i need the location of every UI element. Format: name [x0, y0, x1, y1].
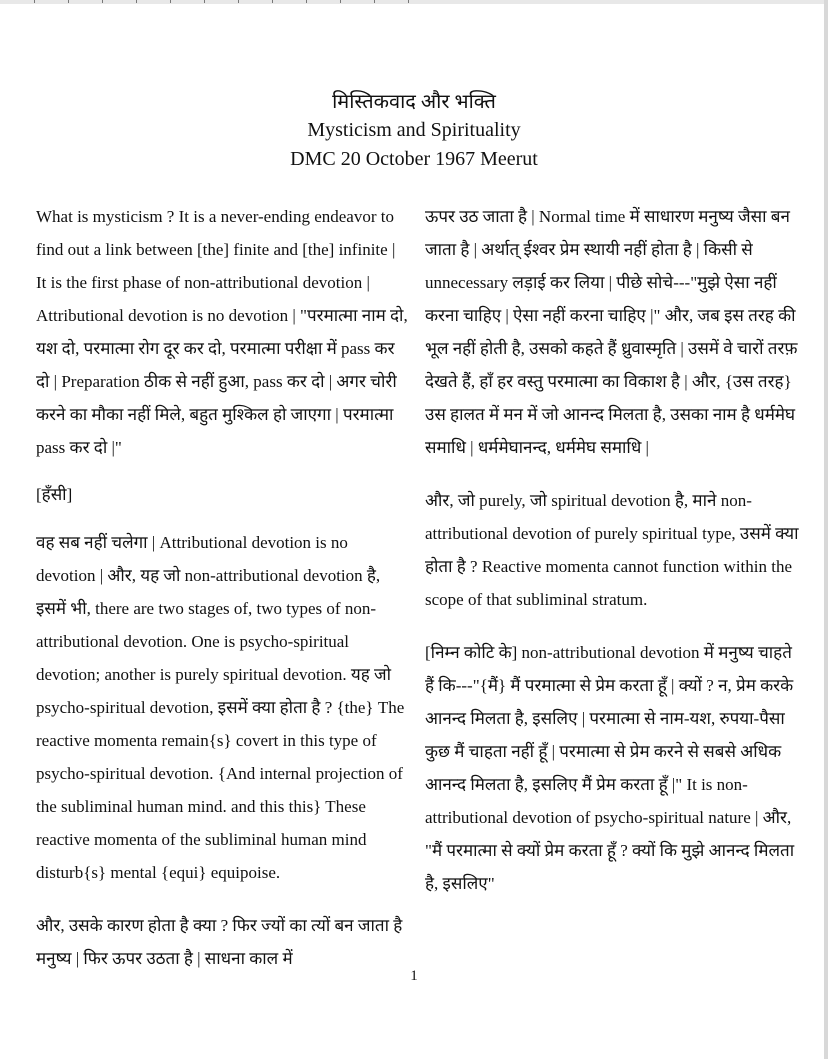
- paragraph: ऊपर उठ जाता है | Normal time में साधारण मनुष्य जैसा बन जाता है | अर्थात् ईश्वर प्रेम स्थायी नहीं होता है | किसी से unnecessary लड़ाई कर लिया | पीछे सोचे---"मुझे ऐसा नहीं करना चाहिए | ऐसा नहीं करना चाहिए |" और, जब इस तरह की भूल नहीं होती है, उसको कहते हैं ध्रुवास्मृति | उसमें वे चारों तरफ़ देखते हैं, हाँ हर वस्तु परमात्मा का विकाश है | और, {उस तरह} उस हालत में मन में जो आनन्द मिलता है, उसका नाम है धर्ममेघ समाधि | धर्ममेघानन्द, धर्ममेघ समाधि |: [425, 207, 798, 457]
- page-number: 1: [410, 968, 418, 984]
- ruler-tick: [34, 0, 35, 3]
- document-subtitle: DMC 20 October 1967 Meerut: [290, 148, 538, 170]
- paragraph: What is mysticism ? It is a never-ending endeavor to find out a link between [the] finite and [the] infinite | It is the first phase of non-attributional devotion | Attributional devotion is no devotion | "परमात्मा नाम दो, यश दो, परमात्मा रोग दूर कर दो, परमात्मा परीक्षा में pass कर दो | Preparation ठीक से नहीं हुआ, pass कर दो | अगर चोरी करने का मौका नहीं मिले, बहुत मुश्किल हो जाएगा | परमात्मा pass कर दो |": [36, 207, 408, 457]
- title-english: Mysticism and Spirituality: [307, 119, 521, 141]
- paragraph: वह सब नहीं चलेगा | Attributional devotion is no devotion | और, यह जो non-attributional devotion है, इसमें भी, there are two stages of, two types of non-attributional devotion. One is psycho-spiritual devotion; another is purely spiritual devotion. यह जो psycho-spiritual devotion, इसमें क्या होता है ? {the} The reactive momenta remain{s} covert in this type of psycho-spiritual devotion. {And internal projection of the subliminal human mind. and this this} These reactive momenta of the subliminal human mind disturb{s} mental {equi} equipoise.: [36, 533, 405, 882]
- ruler-tick: [238, 0, 239, 3]
- title-hindi: मिस्तिकवाद और भक्ति: [332, 91, 496, 113]
- paragraph: [निम्न कोटि के] non-attributional devotion में मनुष्य चाहते हैं कि---"{मैं} मैं परमात्मा से प्रेम करता हूँ | क्यों ? न, प्रेम करके आनन्द मिलता है, इसलिए | परमात्मा से नाम-यश, रुपया-पैसा कुछ मैं चाहता नहीं हूँ | परमात्मा से प्रेम करने से सबसे अधिक आनन्द मिलता है, इसलिए मैं प्रेम करता हूँ |" It is non-attributional devotion of psycho-spiritual nature | और, "मैं परमात्मा से क्यों प्रेम करता हूँ ? क्यों कि मुझे आनन्द मिलता है, इसलिए": [425, 643, 795, 893]
- ruler-tick: [306, 0, 307, 3]
- paragraph: [हँसी]: [36, 485, 73, 504]
- ruler-tick: [272, 0, 273, 3]
- paragraph: और, जो purely, जो spiritual devotion है, माने non-attributional devotion of purely spiritual type, उसमें क्या होता है ? Reactive momenta cannot function within the scope of that subliminal stratum.: [425, 491, 799, 609]
- ruler-tick: [374, 0, 375, 3]
- ruler-tick: [408, 0, 409, 3]
- ruler-tick: [340, 0, 341, 3]
- ruler-tick: [136, 0, 137, 3]
- left-column: [36, 200, 408, 995]
- ruler-tick: [204, 0, 205, 3]
- ruler-tick: [102, 0, 103, 3]
- right-column: [425, 200, 803, 920]
- ruler-bar: [0, 0, 828, 4]
- ruler-tick: [170, 0, 171, 3]
- document-header: [0, 88, 828, 174]
- paragraph: और, उसके कारण होता है क्या ? फिर ज्यों का त्यों बन जाता है मनुष्य | फिर ऊपर उठता है | साधना काल में: [36, 916, 403, 968]
- ruler-tick: [68, 0, 69, 3]
